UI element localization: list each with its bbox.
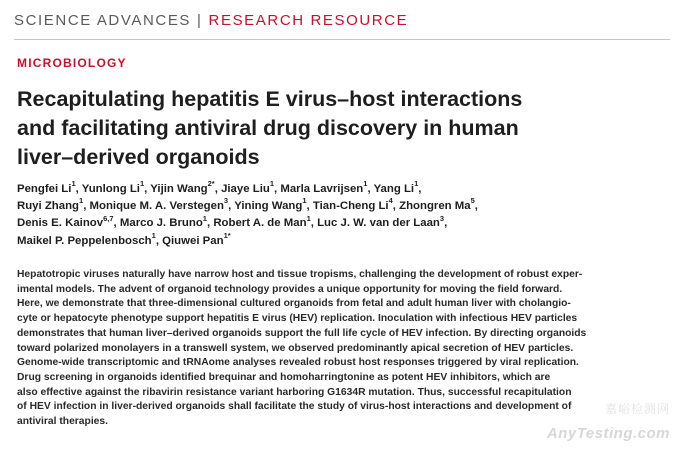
author-affiliation: 1 [306, 213, 311, 223]
author-affiliation: 5 [470, 196, 475, 206]
author-affiliation: 1 [71, 179, 76, 189]
author-name[interactable]: Jiaye Liu [221, 183, 270, 195]
author-name[interactable]: Denis E. Kainov [17, 217, 104, 230]
author-name[interactable]: Monique M. A. Verstegen [89, 200, 224, 213]
author-name[interactable]: Tian-Cheng Li [312, 200, 389, 213]
title-line: and facilitating antiviral drug discovery in human [17, 116, 519, 140]
author-name[interactable]: Yunlong Li [81, 183, 140, 195]
article-title [17, 85, 617, 172]
journal-header [14, 12, 408, 34]
author-name[interactable]: Yang Li [373, 183, 415, 195]
author-list: Pengfei Li$^1$, Yunlong Li$^1$, Yijin Wang$^{2*}$, Jiaye Liu$^1$, Marla Lavrijsen$^1$, Yang Li$^1$, Ruyi Zhang$^1$, Monique M. A. Verstegen$^3$, Yining Wang$^1$, Tian-Cheng Li$^4$, Zhongren Ma$^5$, Denis E. Kainov$^{6,7}$, Marco J. Bruno$^1$, Robert A. de Man$^1$, Luc J. W. van der Laan$^3$, Maikel P. Peppelenbosch$^1$, Qiuwei Pan$^{1*}$ [17, 179, 478, 247]
author-affiliation: 1 [269, 179, 274, 189]
author-affiliation: 1 [414, 179, 419, 189]
header-divider [14, 39, 670, 40]
author-name[interactable]: Marla Lavrijsen [280, 183, 364, 195]
watermark-top-text: 嘉峪检测网 [604, 402, 670, 416]
abstract-line: of HEV infection in liver-derived organoids shall facilitate the study of virus-host interactions and development of [17, 401, 572, 413]
author-affiliation: 2* [207, 179, 215, 189]
author-name[interactable]: Ruyi Zhang [17, 200, 80, 213]
author-affiliation: 1 [363, 179, 368, 189]
abstract-line: Here, we demonstrate that three-dimensional cultured organoids from fetal and adult human liver with cholangio- [17, 298, 571, 310]
author-affiliation: 1 [79, 196, 84, 206]
author-name[interactable]: Luc J. W. van der Laan [317, 217, 440, 230]
author-affiliation: 1 [302, 196, 307, 206]
abstract-line: toward polarized monolayers in a transwell system, we observed predominantly apical secretion of HEV particles. [17, 342, 574, 354]
author-name[interactable]: Marco J. Bruno [119, 217, 203, 230]
abstract-line: also effective against the ribavirin resistance variant harboring G1634R mutation. Thus, successful recapitulation [17, 386, 572, 398]
watermark [510, 400, 670, 442]
title-line: liver–derived organoids [17, 145, 260, 169]
author-affiliation: 6,7 [103, 213, 114, 223]
abstract-line: Genome-wide transcriptomic and tRNAome analyses revealed robust host responses triggered by viral replication. [17, 357, 579, 369]
author-name[interactable]: Qiuwei Pan [162, 234, 224, 247]
abstract-line: antiviral therapies. [17, 416, 108, 428]
watermark-site-text: AnyTesting.com [546, 425, 670, 442]
author-name[interactable]: Yijin Wang [150, 183, 208, 195]
author-affiliation: 1* [223, 230, 231, 240]
abstract-line: Drug screening in organoids identified brequinar and homoharringtonine as potent HEV inhibitors, which are [17, 371, 551, 383]
author-name[interactable]: Yining Wang [234, 200, 303, 213]
author-name[interactable]: Maikel P. Peppelenbosch [17, 234, 152, 247]
author-name[interactable]: Zhongren Ma [399, 200, 471, 213]
abstract-line: Hepatotropic viruses naturally have narrow host and tissue tropisms, challenging the development of robust exper- [17, 269, 583, 280]
subject-category[interactable]: MICROBIOLOGY [17, 56, 127, 70]
author-affiliation: 3 [223, 196, 229, 206]
article-type: RESEARCH RESOURCE [208, 12, 409, 29]
author-affiliation: 4 [388, 196, 393, 206]
journal-name[interactable]: SCIENCE ADVANCES [14, 12, 192, 29]
abstract-line: cyte or hepatocyte phenotype support hepatitis E virus (HEV) replication. Inoculation with infectious HEV particles [17, 313, 578, 325]
abstract-line: demonstrates that human liver–derived organoids support the full life cycle of HEV infection. By directing organoids [17, 327, 587, 339]
author-affiliation: 3 [439, 213, 445, 223]
abstract-line: imental models. The advent of organoid technology provides a unique opportunity for moving the field forward. [17, 283, 563, 295]
author-name[interactable]: Pengfei Li [17, 183, 72, 195]
author-affiliation: 1 [139, 179, 145, 189]
title-line: Recapitulating hepatitis E virus–host interactions [17, 87, 523, 111]
author-name[interactable]: Robert A. de Man [213, 217, 307, 230]
header-separator: | [197, 12, 203, 29]
author-affiliation: 1 [151, 230, 156, 240]
author-affiliation: 1 [202, 213, 207, 223]
